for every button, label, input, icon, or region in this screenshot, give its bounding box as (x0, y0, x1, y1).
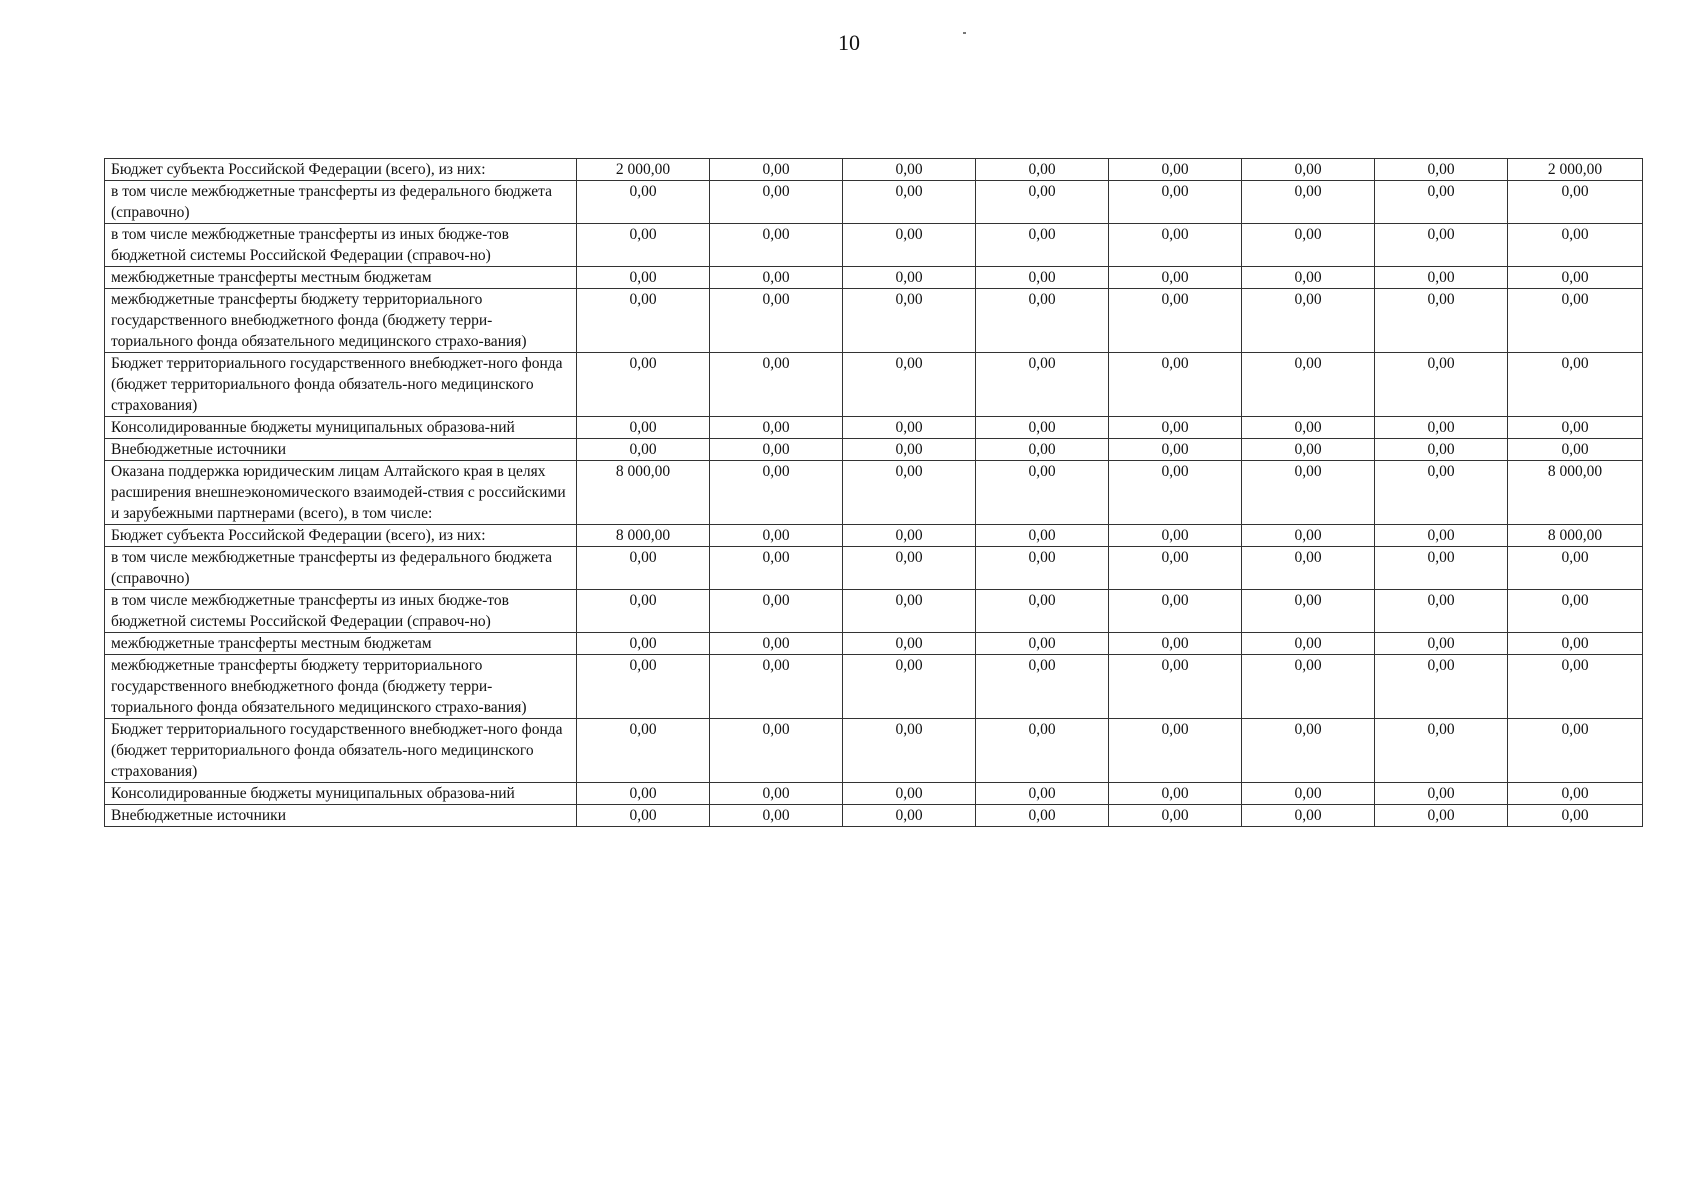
value-cell: 0,00 (843, 633, 976, 655)
value-cell: 0,00 (1109, 353, 1242, 417)
value-cell: 0,00 (1375, 417, 1508, 439)
budget-table (104, 158, 1643, 827)
table-row (105, 159, 1643, 181)
row-label: межбюджетные трансферты бюджету территориального государственного внебюджетного фонда (бюджету терри-ториального фонда обязательного медицинского страхо-вания) (105, 655, 577, 719)
table-row (105, 805, 1643, 827)
value-cell: 0,00 (1375, 439, 1508, 461)
value-cell: 0,00 (1242, 267, 1375, 289)
value-cell: 0,00 (1375, 547, 1508, 590)
value-cell: 0,00 (843, 439, 976, 461)
value-cell: 0,00 (843, 417, 976, 439)
value-cell: 0,00 (1375, 719, 1508, 783)
value-cell: 0,00 (710, 417, 843, 439)
value-cell: 8 000,00 (577, 461, 710, 525)
value-cell: 0,00 (577, 417, 710, 439)
value-cell: 0,00 (710, 439, 843, 461)
value-cell: 0,00 (577, 805, 710, 827)
value-cell: 0,00 (843, 267, 976, 289)
value-cell: 0,00 (577, 181, 710, 224)
value-cell: 0,00 (1109, 461, 1242, 525)
value-cell: 0,00 (710, 267, 843, 289)
value-cell: 0,00 (1375, 461, 1508, 525)
value-cell: 0,00 (710, 719, 843, 783)
value-cell: 0,00 (710, 224, 843, 267)
value-cell: 0,00 (577, 353, 710, 417)
row-label: Внебюджетные источники (105, 805, 577, 827)
table-row (105, 655, 1643, 719)
value-cell: 0,00 (1375, 224, 1508, 267)
value-cell: 0,00 (710, 547, 843, 590)
value-cell: 0,00 (1508, 181, 1643, 224)
value-cell: 0,00 (976, 655, 1109, 719)
value-cell: 0,00 (1242, 181, 1375, 224)
row-label: Бюджет субъекта Российской Федерации (всего), из них: (105, 525, 577, 547)
value-cell: 0,00 (710, 590, 843, 633)
value-cell: 0,00 (710, 805, 843, 827)
value-cell: 0,00 (843, 289, 976, 353)
value-cell: 0,00 (843, 181, 976, 224)
value-cell: 0,00 (843, 525, 976, 547)
value-cell: 0,00 (710, 353, 843, 417)
value-cell: 0,00 (1508, 417, 1643, 439)
value-cell: 0,00 (1508, 633, 1643, 655)
row-label: Бюджет субъекта Российской Федерации (всего), из них: (105, 159, 577, 181)
row-label: межбюджетные трансферты местным бюджетам (105, 633, 577, 655)
value-cell: 0,00 (1375, 525, 1508, 547)
value-cell: 0,00 (1375, 353, 1508, 417)
table-row (105, 461, 1643, 525)
value-cell: 0,00 (976, 719, 1109, 783)
value-cell: 0,00 (1109, 547, 1242, 590)
value-cell: 0,00 (843, 547, 976, 590)
value-cell: 0,00 (1508, 805, 1643, 827)
value-cell: 0,00 (1375, 267, 1508, 289)
row-label: в том числе межбюджетные трансферты из федерального бюджета (справочно) (105, 181, 577, 224)
value-cell: 0,00 (1508, 289, 1643, 353)
value-cell: 0,00 (1109, 655, 1242, 719)
value-cell: 0,00 (1375, 590, 1508, 633)
value-cell: 0,00 (710, 525, 843, 547)
value-cell: 0,00 (577, 439, 710, 461)
value-cell: 0,00 (1375, 805, 1508, 827)
value-cell: 0,00 (976, 783, 1109, 805)
row-label: в том числе межбюджетные трансферты из иных бюдже-тов бюджетной системы Российской Федерации (справоч-но) (105, 224, 577, 267)
table-row (105, 719, 1643, 783)
row-label: Бюджет территориального государственного внебюджет-ного фонда (бюджет территориального фонда обязатель-ного медицинского страхования) (105, 353, 577, 417)
row-label: межбюджетные трансферты местным бюджетам (105, 267, 577, 289)
value-cell: 0,00 (976, 159, 1109, 181)
value-cell: 0,00 (1242, 159, 1375, 181)
value-cell: 0,00 (843, 353, 976, 417)
value-cell: 0,00 (1242, 590, 1375, 633)
value-cell: 0,00 (1375, 289, 1508, 353)
value-cell: 0,00 (1109, 439, 1242, 461)
value-cell: 0,00 (1242, 805, 1375, 827)
value-cell: 0,00 (843, 783, 976, 805)
value-cell: 2 000,00 (1508, 159, 1643, 181)
row-label: Консолидированные бюджеты муниципальных образова-ний (105, 783, 577, 805)
value-cell: 0,00 (1242, 655, 1375, 719)
value-cell: 0,00 (1375, 159, 1508, 181)
value-cell: 0,00 (710, 159, 843, 181)
page-number: 10 (838, 30, 860, 55)
value-cell: 0,00 (710, 783, 843, 805)
table-row (105, 289, 1643, 353)
value-cell: 0,00 (1242, 289, 1375, 353)
value-cell: 0,00 (1508, 439, 1643, 461)
value-cell: 0,00 (1109, 224, 1242, 267)
value-cell: 0,00 (1109, 181, 1242, 224)
value-cell: 0,00 (1109, 783, 1242, 805)
table-row (105, 181, 1643, 224)
row-label: Внебюджетные источники (105, 439, 577, 461)
table-row (105, 224, 1643, 267)
value-cell: 0,00 (976, 633, 1109, 655)
value-cell: 0,00 (1109, 633, 1242, 655)
value-cell: 0,00 (1242, 353, 1375, 417)
row-label: в том числе межбюджетные трансферты из федерального бюджета (справочно) (105, 547, 577, 590)
table-row (105, 547, 1643, 590)
table-row (105, 417, 1643, 439)
value-cell: 0,00 (976, 590, 1109, 633)
value-cell: 0,00 (976, 353, 1109, 417)
value-cell: 0,00 (1508, 719, 1643, 783)
value-cell: 0,00 (577, 224, 710, 267)
value-cell: 0,00 (577, 783, 710, 805)
value-cell: 0,00 (710, 633, 843, 655)
value-cell: 0,00 (1242, 224, 1375, 267)
value-cell: 0,00 (1375, 783, 1508, 805)
value-cell: 0,00 (1508, 353, 1643, 417)
value-cell: 0,00 (1242, 783, 1375, 805)
table-row (105, 267, 1643, 289)
value-cell: 0,00 (1109, 525, 1242, 547)
value-cell: 0,00 (710, 181, 843, 224)
value-cell: 0,00 (1109, 417, 1242, 439)
value-cell: 0,00 (1508, 783, 1643, 805)
value-cell: 0,00 (843, 590, 976, 633)
value-cell: 0,00 (976, 805, 1109, 827)
value-cell: 0,00 (976, 181, 1109, 224)
value-cell: 0,00 (577, 267, 710, 289)
value-cell: 0,00 (577, 719, 710, 783)
value-cell: 0,00 (1109, 267, 1242, 289)
value-cell: 0,00 (577, 633, 710, 655)
value-cell: 0,00 (710, 655, 843, 719)
value-cell: 0,00 (1508, 590, 1643, 633)
table-row (105, 525, 1643, 547)
value-cell: 0,00 (976, 267, 1109, 289)
value-cell: 0,00 (1375, 181, 1508, 224)
value-cell: 2 000,00 (577, 159, 710, 181)
value-cell: 0,00 (1242, 719, 1375, 783)
value-cell: 0,00 (976, 461, 1109, 525)
value-cell: 0,00 (976, 525, 1109, 547)
value-cell: 0,00 (843, 655, 976, 719)
value-cell: 8 000,00 (1508, 461, 1643, 525)
value-cell: 0,00 (976, 289, 1109, 353)
value-cell: 0,00 (1375, 633, 1508, 655)
value-cell: 8 000,00 (1508, 525, 1643, 547)
value-cell: 0,00 (577, 289, 710, 353)
value-cell: 0,00 (710, 461, 843, 525)
value-cell: 0,00 (1242, 417, 1375, 439)
value-cell: 0,00 (843, 805, 976, 827)
value-cell: 0,00 (1109, 590, 1242, 633)
table-row (105, 633, 1643, 655)
value-cell: 0,00 (1508, 267, 1643, 289)
value-cell: 0,00 (577, 547, 710, 590)
value-cell: 0,00 (1109, 159, 1242, 181)
value-cell: 0,00 (1242, 439, 1375, 461)
value-cell: 0,00 (1109, 805, 1242, 827)
table-row (105, 783, 1643, 805)
value-cell: 0,00 (843, 461, 976, 525)
value-cell: 0,00 (1109, 719, 1242, 783)
scan-speck (963, 32, 966, 34)
table-row (105, 590, 1643, 633)
value-cell: 0,00 (976, 439, 1109, 461)
value-cell: 0,00 (1109, 289, 1242, 353)
value-cell: 0,00 (1508, 655, 1643, 719)
value-cell: 0,00 (843, 719, 976, 783)
table-row (105, 439, 1643, 461)
value-cell: 0,00 (1242, 525, 1375, 547)
value-cell: 0,00 (1242, 547, 1375, 590)
table-row (105, 353, 1643, 417)
value-cell: 0,00 (577, 590, 710, 633)
row-label: межбюджетные трансферты бюджету территориального государственного внебюджетного фонда (бюджету терри-ториального фонда обязательного медицинского страхо-вания) (105, 289, 577, 353)
value-cell: 0,00 (1242, 633, 1375, 655)
row-label: в том числе межбюджетные трансферты из иных бюдже-тов бюджетной системы Российской Федерации (справоч-но) (105, 590, 577, 633)
row-label: Консолидированные бюджеты муниципальных образова-ний (105, 417, 577, 439)
value-cell: 0,00 (976, 417, 1109, 439)
value-cell: 0,00 (976, 547, 1109, 590)
value-cell: 0,00 (843, 159, 976, 181)
value-cell: 0,00 (976, 224, 1109, 267)
value-cell: 8 000,00 (577, 525, 710, 547)
row-label: Оказана поддержка юридическим лицам Алтайского края в целях расширения внешнеэкономического взаимодей-ствия с российскими и зарубежными партнерами (всего), в том числе: (105, 461, 577, 525)
value-cell: 0,00 (1508, 547, 1643, 590)
value-cell: 0,00 (577, 655, 710, 719)
row-label: Бюджет территориального государственного внебюджет-ного фонда (бюджет территориального фонда обязатель-ного медицинского страхования) (105, 719, 577, 783)
value-cell: 0,00 (843, 224, 976, 267)
value-cell: 0,00 (710, 289, 843, 353)
value-cell: 0,00 (1375, 655, 1508, 719)
value-cell: 0,00 (1242, 461, 1375, 525)
value-cell: 0,00 (1508, 224, 1643, 267)
budget-table-body (105, 159, 1643, 827)
